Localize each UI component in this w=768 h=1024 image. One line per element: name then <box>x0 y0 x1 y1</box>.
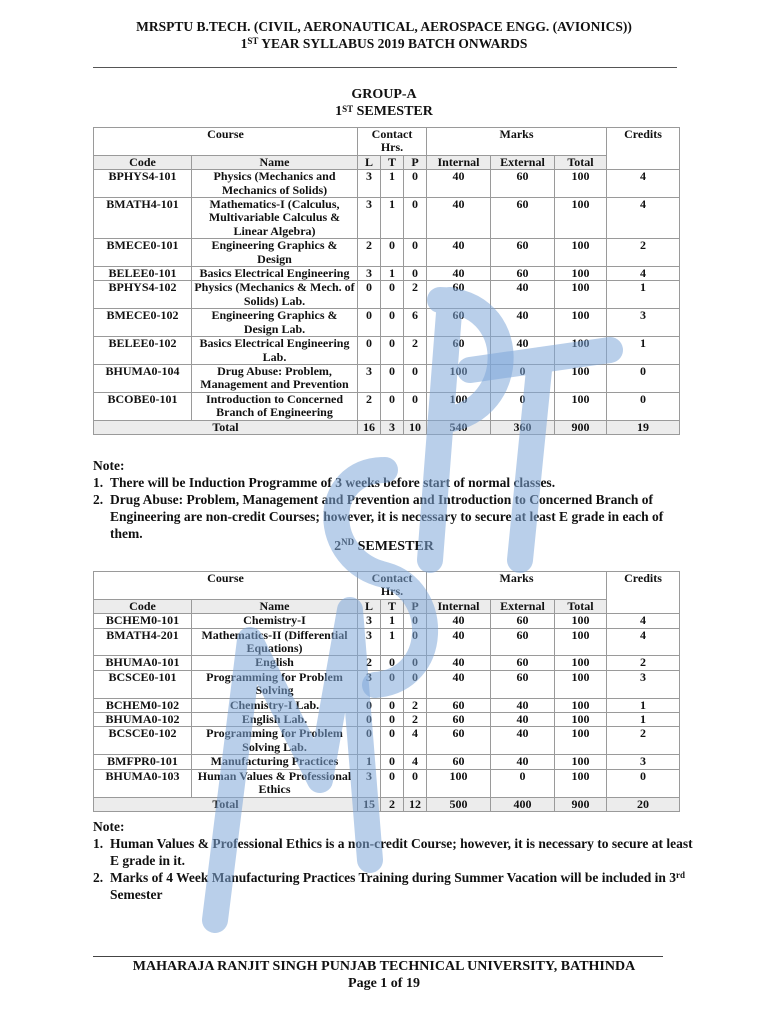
cell-external: 40 <box>491 755 555 769</box>
cell-t: 0 <box>381 656 404 670</box>
table-row <box>94 281 680 309</box>
cell-code: BMECE0-102 <box>94 309 192 337</box>
cell-p: 2 <box>404 713 427 727</box>
total-external: 400 <box>491 797 555 811</box>
total-l: 15 <box>358 797 381 811</box>
cell-internal: 60 <box>427 337 491 365</box>
cell-credits: 1 <box>607 337 680 365</box>
cell-p: 0 <box>404 198 427 239</box>
cell-l: 0 <box>358 281 381 309</box>
cell-total: 100 <box>555 364 607 392</box>
cell-l: 3 <box>358 614 381 628</box>
table-row <box>94 267 680 281</box>
footer-university: MAHARAJA RANJIT SINGH PUNJAB TECHNICAL UNIVERSITY, BATHINDA <box>132 959 636 974</box>
cell-l: 0 <box>358 713 381 727</box>
cell-external: 0 <box>491 392 555 420</box>
table-row <box>94 769 680 797</box>
header-course: Course <box>94 128 358 156</box>
cell-name: Introduction to Concerned Branch of Engineering <box>192 392 358 420</box>
cell-name: Basics Electrical Engineering <box>192 267 358 281</box>
cell-total: 100 <box>555 727 607 755</box>
cell-code: BHUMA0-101 <box>94 656 192 670</box>
header-marks: Marks <box>427 572 607 600</box>
cell-l: 0 <box>358 309 381 337</box>
cell-code: BMFPR0-101 <box>94 755 192 769</box>
semester-1-title: 1ST SEMESTER <box>335 104 433 119</box>
cell-name: Basics Electrical Engineering Lab. <box>192 337 358 365</box>
cell-code: BMATH4-201 <box>94 628 192 656</box>
cell-credits: 4 <box>607 170 680 198</box>
cell-credits: 0 <box>607 364 680 392</box>
total-external: 360 <box>491 420 555 434</box>
cell-t: 1 <box>381 628 404 656</box>
total-t: 2 <box>381 797 404 811</box>
cell-credits: 4 <box>607 614 680 628</box>
footer-divider <box>93 956 663 957</box>
cell-p: 0 <box>404 170 427 198</box>
note-item: 1. There will be Induction Programme of 3 weeks before start of normal classes. <box>93 475 556 490</box>
table-row <box>94 614 680 628</box>
cell-total: 100 <box>555 281 607 309</box>
cell-t: 0 <box>381 713 404 727</box>
cell-credits: 3 <box>607 309 680 337</box>
cell-name: Physics (Mechanics and Mechanics of Solids) <box>192 170 358 198</box>
cell-external: 40 <box>491 337 555 365</box>
cell-p: 0 <box>404 267 427 281</box>
cell-total: 100 <box>555 614 607 628</box>
cell-credits: 1 <box>607 713 680 727</box>
table-row <box>94 713 680 727</box>
cell-name: English Lab. <box>192 713 358 727</box>
cell-name: Manufacturing Practices <box>192 755 358 769</box>
cell-p: 0 <box>404 364 427 392</box>
cell-l: 0 <box>358 698 381 712</box>
cell-total: 100 <box>555 392 607 420</box>
cell-total: 100 <box>555 239 607 267</box>
cell-code: BHUMA0-104 <box>94 364 192 392</box>
semester-2-notes <box>93 818 693 903</box>
header-name: Name <box>192 155 358 169</box>
header-total: Total <box>555 155 607 169</box>
total-t: 3 <box>381 420 404 434</box>
cell-code: BHUMA0-103 <box>94 769 192 797</box>
cell-t: 0 <box>381 769 404 797</box>
header-divider <box>93 67 677 68</box>
cell-t: 0 <box>381 309 404 337</box>
cell-internal: 100 <box>427 769 491 797</box>
cell-name: Engineering Graphics & Design <box>192 239 358 267</box>
document-footer <box>0 958 768 992</box>
header-l: L <box>358 599 381 613</box>
cell-total: 100 <box>555 170 607 198</box>
semester-1-rows <box>94 170 680 420</box>
cell-name: English <box>192 656 358 670</box>
cell-t: 0 <box>381 392 404 420</box>
cell-code: BELEE0-102 <box>94 337 192 365</box>
cell-internal: 40 <box>427 198 491 239</box>
cell-external: 60 <box>491 670 555 698</box>
cell-p: 0 <box>404 392 427 420</box>
cell-name: Physics (Mechanics & Mech. of Solids) Lab. <box>192 281 358 309</box>
cell-credits: 2 <box>607 727 680 755</box>
header-external: External <box>491 155 555 169</box>
note-label: Note: <box>93 458 125 473</box>
cell-p: 2 <box>404 337 427 365</box>
total-marks: 900 <box>555 420 607 434</box>
cell-name: Drug Abuse: Problem, Management and Prevention <box>192 364 358 392</box>
group-title: GROUP-A <box>351 87 417 102</box>
header-total: Total <box>555 599 607 613</box>
cell-external: 40 <box>491 698 555 712</box>
total-p: 12 <box>404 797 427 811</box>
cell-internal: 60 <box>427 713 491 727</box>
cell-l: 2 <box>358 239 381 267</box>
semester-2-table <box>93 571 680 812</box>
cell-l: 0 <box>358 337 381 365</box>
cell-total: 100 <box>555 628 607 656</box>
cell-external: 60 <box>491 198 555 239</box>
cell-total: 100 <box>555 337 607 365</box>
cell-external: 40 <box>491 727 555 755</box>
cell-code: BHUMA0-102 <box>94 713 192 727</box>
cell-internal: 40 <box>427 670 491 698</box>
cell-p: 4 <box>404 727 427 755</box>
cell-internal: 60 <box>427 727 491 755</box>
cell-l: 2 <box>358 392 381 420</box>
cell-credits: 4 <box>607 267 680 281</box>
cell-credits: 4 <box>607 198 680 239</box>
header-p: P <box>404 155 427 169</box>
cell-internal: 60 <box>427 698 491 712</box>
table-row <box>94 239 680 267</box>
cell-internal: 40 <box>427 628 491 656</box>
note-item: 2. Drug Abuse: Problem, Management and Prevention and Introduction to Concerned Branch of Engineering are non-credit Courses; however, it is necessary to secure at least E grade in each of them. <box>93 492 664 541</box>
cell-credits: 1 <box>607 698 680 712</box>
cell-external: 60 <box>491 656 555 670</box>
cell-l: 0 <box>358 727 381 755</box>
cell-credits: 2 <box>607 656 680 670</box>
cell-internal: 60 <box>427 755 491 769</box>
cell-external: 40 <box>491 281 555 309</box>
total-label: Total <box>94 797 358 811</box>
cell-t: 0 <box>381 364 404 392</box>
cell-total: 100 <box>555 769 607 797</box>
cell-internal: 40 <box>427 239 491 267</box>
cell-t: 0 <box>381 239 404 267</box>
cell-t: 0 <box>381 755 404 769</box>
cell-code: BCHEM0-102 <box>94 698 192 712</box>
cell-external: 60 <box>491 614 555 628</box>
cell-code: BCSCE0-102 <box>94 727 192 755</box>
cell-internal: 40 <box>427 267 491 281</box>
header-l: L <box>358 155 381 169</box>
cell-total: 100 <box>555 698 607 712</box>
cell-external: 60 <box>491 267 555 281</box>
cell-code: BCSCE0-101 <box>94 670 192 698</box>
table-row <box>94 309 680 337</box>
cell-name: Programming for Problem Solving <box>192 670 358 698</box>
cell-l: 3 <box>358 198 381 239</box>
cell-internal: 100 <box>427 392 491 420</box>
cell-internal: 60 <box>427 309 491 337</box>
header-code: Code <box>94 599 192 613</box>
cell-total: 100 <box>555 267 607 281</box>
cell-total: 100 <box>555 198 607 239</box>
note-item: 2. Marks of 4 Week Manufacturing Practices Training during Summer Vacation will be included in 3rd Semester <box>93 870 686 902</box>
total-credits: 20 <box>607 797 680 811</box>
document-header <box>0 18 768 52</box>
cell-t: 1 <box>381 198 404 239</box>
cell-name: Chemistry-I Lab. <box>192 698 358 712</box>
table-row <box>94 392 680 420</box>
cell-internal: 40 <box>427 614 491 628</box>
cell-p: 0 <box>404 614 427 628</box>
cell-t: 0 <box>381 337 404 365</box>
cell-p: 0 <box>404 769 427 797</box>
cell-t: 1 <box>381 614 404 628</box>
cell-t: 0 <box>381 281 404 309</box>
header-p: P <box>404 599 427 613</box>
cell-internal: 100 <box>427 364 491 392</box>
group-heading <box>0 86 768 120</box>
semester-2-total-row <box>94 797 680 811</box>
cell-external: 60 <box>491 170 555 198</box>
table-row <box>94 727 680 755</box>
cell-p: 0 <box>404 656 427 670</box>
header-contact-hrs: Contact Hrs. <box>358 128 427 156</box>
cell-name: Chemistry-I <box>192 614 358 628</box>
semester-2-rows <box>94 614 680 797</box>
header-credits: Credits <box>607 128 680 170</box>
cell-p: 2 <box>404 281 427 309</box>
cell-l: 3 <box>358 769 381 797</box>
cell-code: BCOBE0-101 <box>94 392 192 420</box>
note-item: 1. Human Values & Professional Ethics is a non-credit Course; however, it is necessary to secure at least E grade in it. <box>93 836 693 868</box>
cell-l: 2 <box>358 656 381 670</box>
cell-credits: 2 <box>607 239 680 267</box>
cell-internal: 40 <box>427 656 491 670</box>
header-t: T <box>381 599 404 613</box>
header-internal: Internal <box>427 155 491 169</box>
cell-total: 100 <box>555 309 607 337</box>
cell-t: 0 <box>381 727 404 755</box>
cell-l: 3 <box>358 170 381 198</box>
page-number: Page 1 of 19 <box>348 976 420 991</box>
header-external: External <box>491 599 555 613</box>
cell-t: 0 <box>381 698 404 712</box>
cell-l: 1 <box>358 755 381 769</box>
header-marks: Marks <box>427 128 607 156</box>
cell-external: 0 <box>491 769 555 797</box>
cell-t: 1 <box>381 170 404 198</box>
cell-code: BMATH4-101 <box>94 198 192 239</box>
cell-external: 40 <box>491 713 555 727</box>
table-row <box>94 698 680 712</box>
cell-credits: 3 <box>607 755 680 769</box>
total-credits: 19 <box>607 420 680 434</box>
cell-t: 0 <box>381 670 404 698</box>
cell-credits: 1 <box>607 281 680 309</box>
cell-code: BPHYS4-101 <box>94 170 192 198</box>
cell-code: BMECE0-101 <box>94 239 192 267</box>
cell-p: 6 <box>404 309 427 337</box>
table-row <box>94 628 680 656</box>
cell-total: 100 <box>555 656 607 670</box>
semester-2-title: 2ND SEMESTER <box>334 537 434 554</box>
semester-1-total-row <box>94 420 680 434</box>
total-label: Total <box>94 420 358 434</box>
header-name: Name <box>192 599 358 613</box>
cell-name: Engineering Graphics & Design Lab. <box>192 309 358 337</box>
cell-p: 2 <box>404 698 427 712</box>
total-internal: 540 <box>427 420 491 434</box>
header-code: Code <box>94 155 192 169</box>
cell-code: BELEE0-101 <box>94 267 192 281</box>
header-internal: Internal <box>427 599 491 613</box>
cell-credits: 4 <box>607 628 680 656</box>
cell-credits: 0 <box>607 769 680 797</box>
cell-l: 3 <box>358 267 381 281</box>
cell-code: BCHEM0-101 <box>94 614 192 628</box>
cell-internal: 60 <box>427 281 491 309</box>
cell-t: 1 <box>381 267 404 281</box>
semester-1-table <box>93 127 680 435</box>
cell-p: 0 <box>404 239 427 267</box>
header-line-2: 1ST YEAR SYLLABUS 2019 BATCH ONWARDS <box>240 36 528 51</box>
semester-1-notes <box>93 457 693 542</box>
header-t: T <box>381 155 404 169</box>
cell-p: 0 <box>404 628 427 656</box>
cell-credits: 0 <box>607 392 680 420</box>
total-marks: 900 <box>555 797 607 811</box>
cell-name: Mathematics-II (Differential Equations) <box>192 628 358 656</box>
cell-name: Programming for Problem Solving Lab. <box>192 727 358 755</box>
cell-l: 3 <box>358 670 381 698</box>
header-line-1: MRSPTU B.TECH. (CIVIL, AERONAUTICAL, AEROSPACE ENGG. (AVIONICS)) <box>136 19 632 34</box>
table-row <box>94 170 680 198</box>
header-credits: Credits <box>607 572 680 614</box>
note-label: Note: <box>93 819 125 834</box>
table-row <box>94 670 680 698</box>
cell-code: BPHYS4-102 <box>94 281 192 309</box>
cell-external: 0 <box>491 364 555 392</box>
cell-l: 3 <box>358 628 381 656</box>
cell-total: 100 <box>555 670 607 698</box>
cell-l: 3 <box>358 364 381 392</box>
total-l: 16 <box>358 420 381 434</box>
cell-p: 0 <box>404 670 427 698</box>
cell-name: Human Values & Professional Ethics <box>192 769 358 797</box>
table-row <box>94 755 680 769</box>
cell-name: Mathematics-I (Calculus, Multivariable Calculus & Linear Algebra) <box>192 198 358 239</box>
cell-p: 4 <box>404 755 427 769</box>
cell-external: 60 <box>491 628 555 656</box>
table-row <box>94 656 680 670</box>
cell-internal: 40 <box>427 170 491 198</box>
cell-credits: 3 <box>607 670 680 698</box>
header-course: Course <box>94 572 358 600</box>
table-row <box>94 337 680 365</box>
table-row <box>94 198 680 239</box>
header-contact-hrs: Contact Hrs. <box>358 572 427 600</box>
total-p: 10 <box>404 420 427 434</box>
total-internal: 500 <box>427 797 491 811</box>
cell-total: 100 <box>555 755 607 769</box>
cell-external: 60 <box>491 239 555 267</box>
cell-total: 100 <box>555 713 607 727</box>
cell-external: 40 <box>491 309 555 337</box>
table-row <box>94 364 680 392</box>
